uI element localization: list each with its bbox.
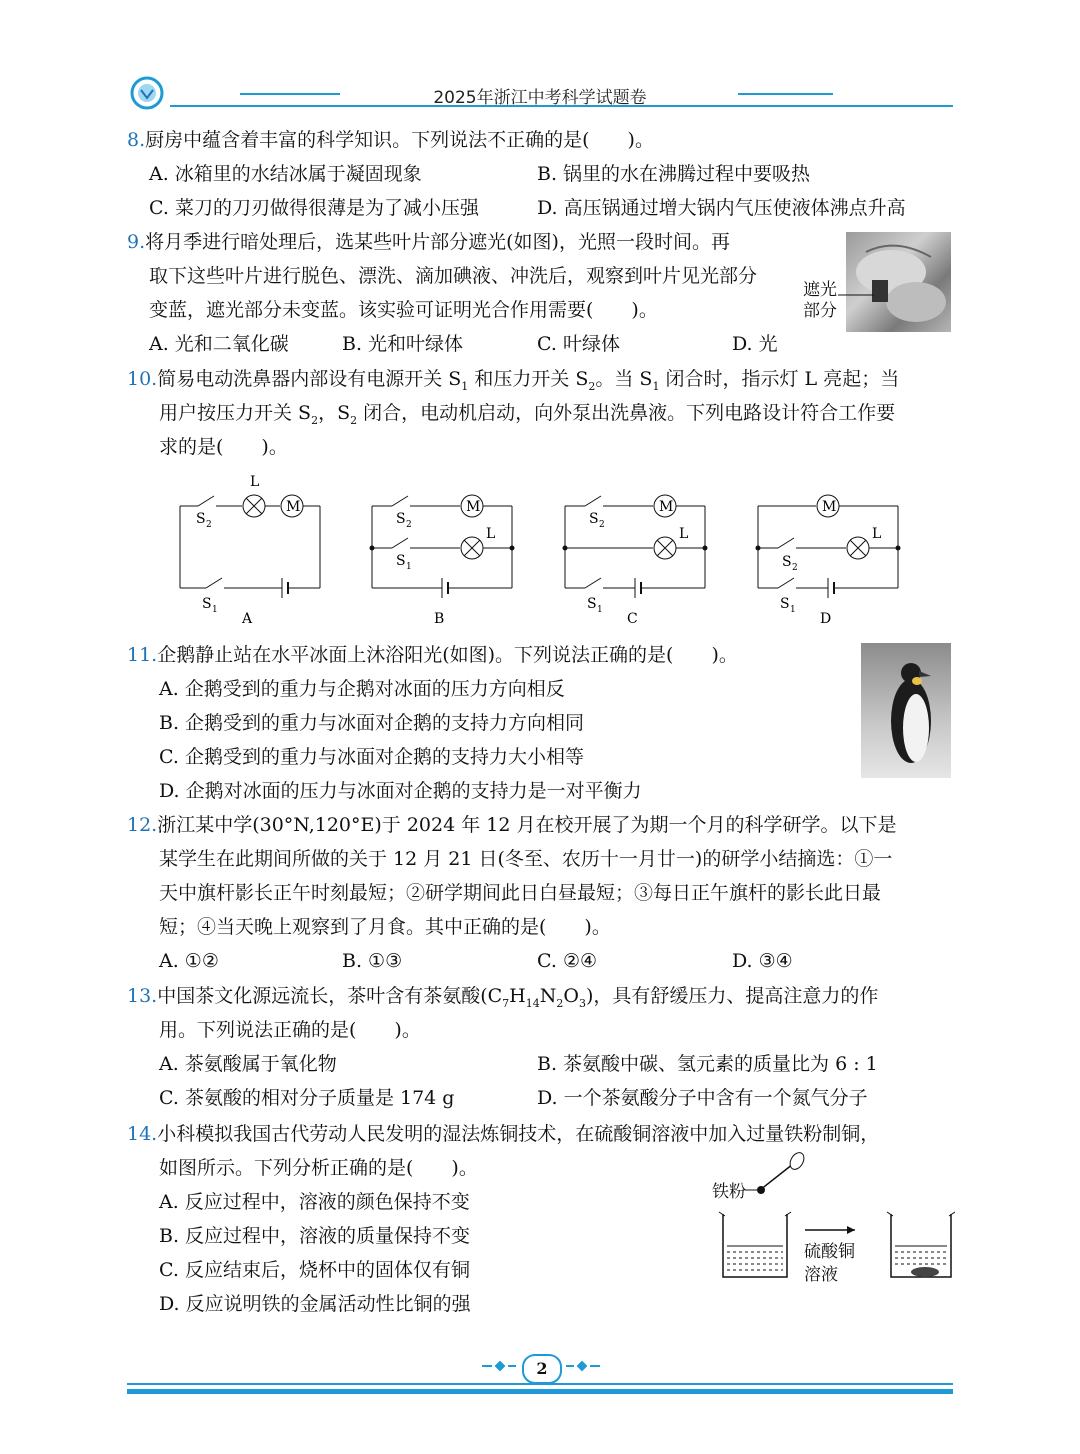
question-number: 10. (127, 368, 158, 390)
footer-rule-thick (127, 1389, 953, 1394)
circuit-d (748, 468, 908, 628)
lamp-label: L (486, 526, 496, 542)
question-stem: 企鹅静止站在水平冰面上沐浴阳光(如图)。下列说法正确的是( )。 (157, 644, 738, 666)
penguin-photo (861, 643, 951, 778)
switch-label: S (396, 553, 406, 569)
sub: 3 (578, 996, 586, 1010)
stem-line2: 如图所示。下列分析正确的是( )。 (159, 1157, 478, 1179)
leaf-label-1: 遮光 (803, 280, 837, 300)
switch-sub: 1 (790, 605, 796, 615)
motor-symbol: M (286, 499, 301, 515)
stem-part: 用户按压力开关 S (159, 402, 312, 424)
option-a: A. 反应过程中，溶液的颜色保持不变 (159, 1191, 470, 1213)
question-number: 12. (127, 814, 158, 836)
sub: 1 (652, 379, 660, 393)
circuit-label: A (242, 611, 253, 627)
option-c: C. 菜刀的刀刃做得很薄是为了减小压强 (149, 197, 479, 219)
option-d: D. 一个茶氨酸分子中含有一个氮气分子 (537, 1087, 868, 1109)
stem-part: 。当 S (595, 368, 653, 390)
switch-label: S (780, 596, 790, 612)
option-a: A. ①② (159, 950, 219, 972)
question-number: 14. (127, 1123, 158, 1145)
sub: 2 (350, 413, 358, 427)
stem-line1: 小科模拟我国古代劳动人民发明的湿法炼铜技术，在硫酸铜溶液中加入过量铁粉制铜， (157, 1123, 880, 1145)
question-stem-line2: 取下这些叶片进行脱色、漂洗、滴加碘液、冲洗后，观察到叶片见光部分 (149, 265, 758, 287)
question-number: 8. (127, 129, 146, 151)
option-c: C. 企鹅受到的重力与冰面对企鹅的支持力大小相等 (159, 746, 584, 768)
solution-label-1: 硫酸铜 (804, 1242, 855, 1262)
pointer-line (838, 288, 874, 302)
lamp-label: L (872, 526, 882, 542)
option-c: C. 茶氨酸的相对分子质量是 174 g (159, 1087, 455, 1109)
option-c: C. 叶绿体 (537, 333, 620, 355)
stem-line2: 某学生在此期间所做的关于 12 月 21 日(冬至、农历十一月廿一)的研学小结摘选：①一 (159, 848, 893, 870)
page-title: 2025年浙江中考科学试题卷 (433, 88, 647, 108)
stem-part: 闭合，电动机启动，向外泵出洗鼻液。下列电路设计符合工作要 (357, 402, 896, 424)
switch-label: S (587, 596, 597, 612)
switch-sub: 2 (792, 563, 798, 573)
question-stem-line1: 将月季进行暗处理后，选某些叶片部分遮光(如图)，光照一段时间。再 (145, 231, 730, 253)
stem-part: 和压力开关 S (468, 368, 589, 390)
question-number: 13. (127, 985, 158, 1007)
stem-part: 简易电动洗鼻器内部设有电源开关 S (157, 368, 462, 390)
stem-part: ，S (318, 402, 351, 424)
sub: 2 (556, 996, 564, 1010)
stem-part: 中国茶文化源远流长，茶叶含有茶氨酸(C (157, 985, 503, 1007)
page-number: 2 (522, 1354, 562, 1384)
lamp-label: L (250, 474, 260, 490)
stem-line3: 求的是( )。 (159, 436, 288, 458)
stem-part: )，具有舒缓压力、提高注意力的作 (585, 985, 879, 1007)
option-d: D. ③④ (732, 950, 793, 972)
switch-label: S (396, 511, 406, 527)
penguin-image (861, 643, 951, 778)
motor-symbol: M (466, 499, 481, 515)
switch-label: S (782, 554, 792, 570)
option-b: B. 企鹅受到的重力与冰面对企鹅的支持力方向相同 (159, 712, 585, 734)
option-d: D. 企鹅对冰面的压力与冰面对企鹅的支持力是一对平衡力 (159, 780, 642, 802)
switch-sub: 2 (206, 520, 212, 530)
leaf-photo (846, 232, 951, 332)
motor-symbol: M (659, 499, 674, 515)
leaf-label-2: 部分 (803, 301, 837, 321)
stem-line2: 用。下列说法正确的是( )。 (159, 1019, 421, 1041)
option-b: B. 光和叶绿体 (342, 333, 464, 355)
switch-sub: 1 (212, 605, 218, 615)
stem-part: 闭合时，指示灯 L 亮起；当 (659, 368, 900, 390)
sub: 7 (502, 996, 510, 1010)
question-stem-line3: 变蓝，遮光部分未变蓝。该实验可证明光合作用需要( )。 (149, 299, 658, 321)
iron-powder-label: 铁粉 (712, 1182, 746, 1202)
switch-label: S (589, 511, 599, 527)
switch-label: S (202, 596, 212, 612)
formula-part: H (509, 985, 526, 1007)
option-d: D. 反应说明铁的金属活动性比铜的强 (159, 1293, 471, 1315)
solution-label-2: 溶液 (804, 1265, 838, 1285)
footer-ornament-right-icon (562, 1356, 602, 1376)
footer-ornament-left-icon (480, 1356, 520, 1376)
formula-part: N (539, 985, 557, 1007)
option-c: C. ②④ (537, 950, 598, 972)
sub: 2 (311, 413, 319, 427)
sub: 14 (525, 996, 540, 1010)
option-d: D. 高压锅通过增大锅内气压使液体沸点升高 (537, 197, 906, 219)
formula-part: O (563, 985, 579, 1007)
stem-line3: 天中旗杆影长正午时刻最短；②研学期间此日白昼最短；③每日正午旗杆的影长此日最 (159, 882, 882, 904)
motor-symbol: M (822, 499, 837, 515)
circuit-label: B (434, 611, 445, 627)
sub: 2 (588, 379, 596, 393)
sub: 1 (461, 379, 469, 393)
option-d: D. 光 (732, 333, 778, 355)
option-a: A. 光和二氧化碳 (149, 333, 289, 355)
question-stem: 厨房中蕴含着丰富的科学知识。下列说法不正确的是( )。 (145, 129, 654, 151)
option-c: C. 反应结束后，烧杯中的固体仅有铜 (159, 1259, 470, 1281)
circuit-a (170, 468, 330, 628)
leaf-image (846, 232, 951, 332)
circuit-label: C (627, 611, 638, 627)
lamp-label: L (679, 526, 689, 542)
stem-line4: 短；④当天晚上观察到了月食。其中正确的是( )。 (159, 916, 611, 938)
switch-sub: 1 (597, 605, 603, 615)
circuit-label: D (820, 611, 832, 627)
option-a: A. 茶氨酸属于氧化物 (159, 1053, 337, 1075)
option-b: B. 锅里的水在沸腾过程中要吸热 (537, 163, 811, 185)
question-number: 9. (127, 231, 146, 253)
question-number: 11. (127, 644, 158, 666)
circuit-b (362, 468, 522, 628)
option-a: A. 企鹅受到的重力与企鹅对冰面的压力方向相反 (159, 678, 565, 700)
option-b: B. 茶氨酸中碳、氢元素的质量比为 6 : 1 (537, 1053, 878, 1075)
option-b: B. ①③ (342, 950, 403, 972)
footer-rule-thin (127, 1383, 953, 1385)
option-a: A. 冰箱里的水结冰属于凝固现象 (149, 163, 422, 185)
switch-sub: 2 (599, 520, 605, 530)
switch-sub: 1 (406, 562, 412, 572)
circuit-c (555, 468, 715, 628)
stem-line1: 浙江某中学(30°N,120°E)于 2024 年 12 月在校开展了为期一个月的科学研学。以下是 (157, 814, 897, 836)
switch-sub: 2 (406, 520, 412, 530)
switch-label: S (196, 511, 206, 527)
option-b: B. 反应过程中，溶液的质量保持不变 (159, 1225, 471, 1247)
